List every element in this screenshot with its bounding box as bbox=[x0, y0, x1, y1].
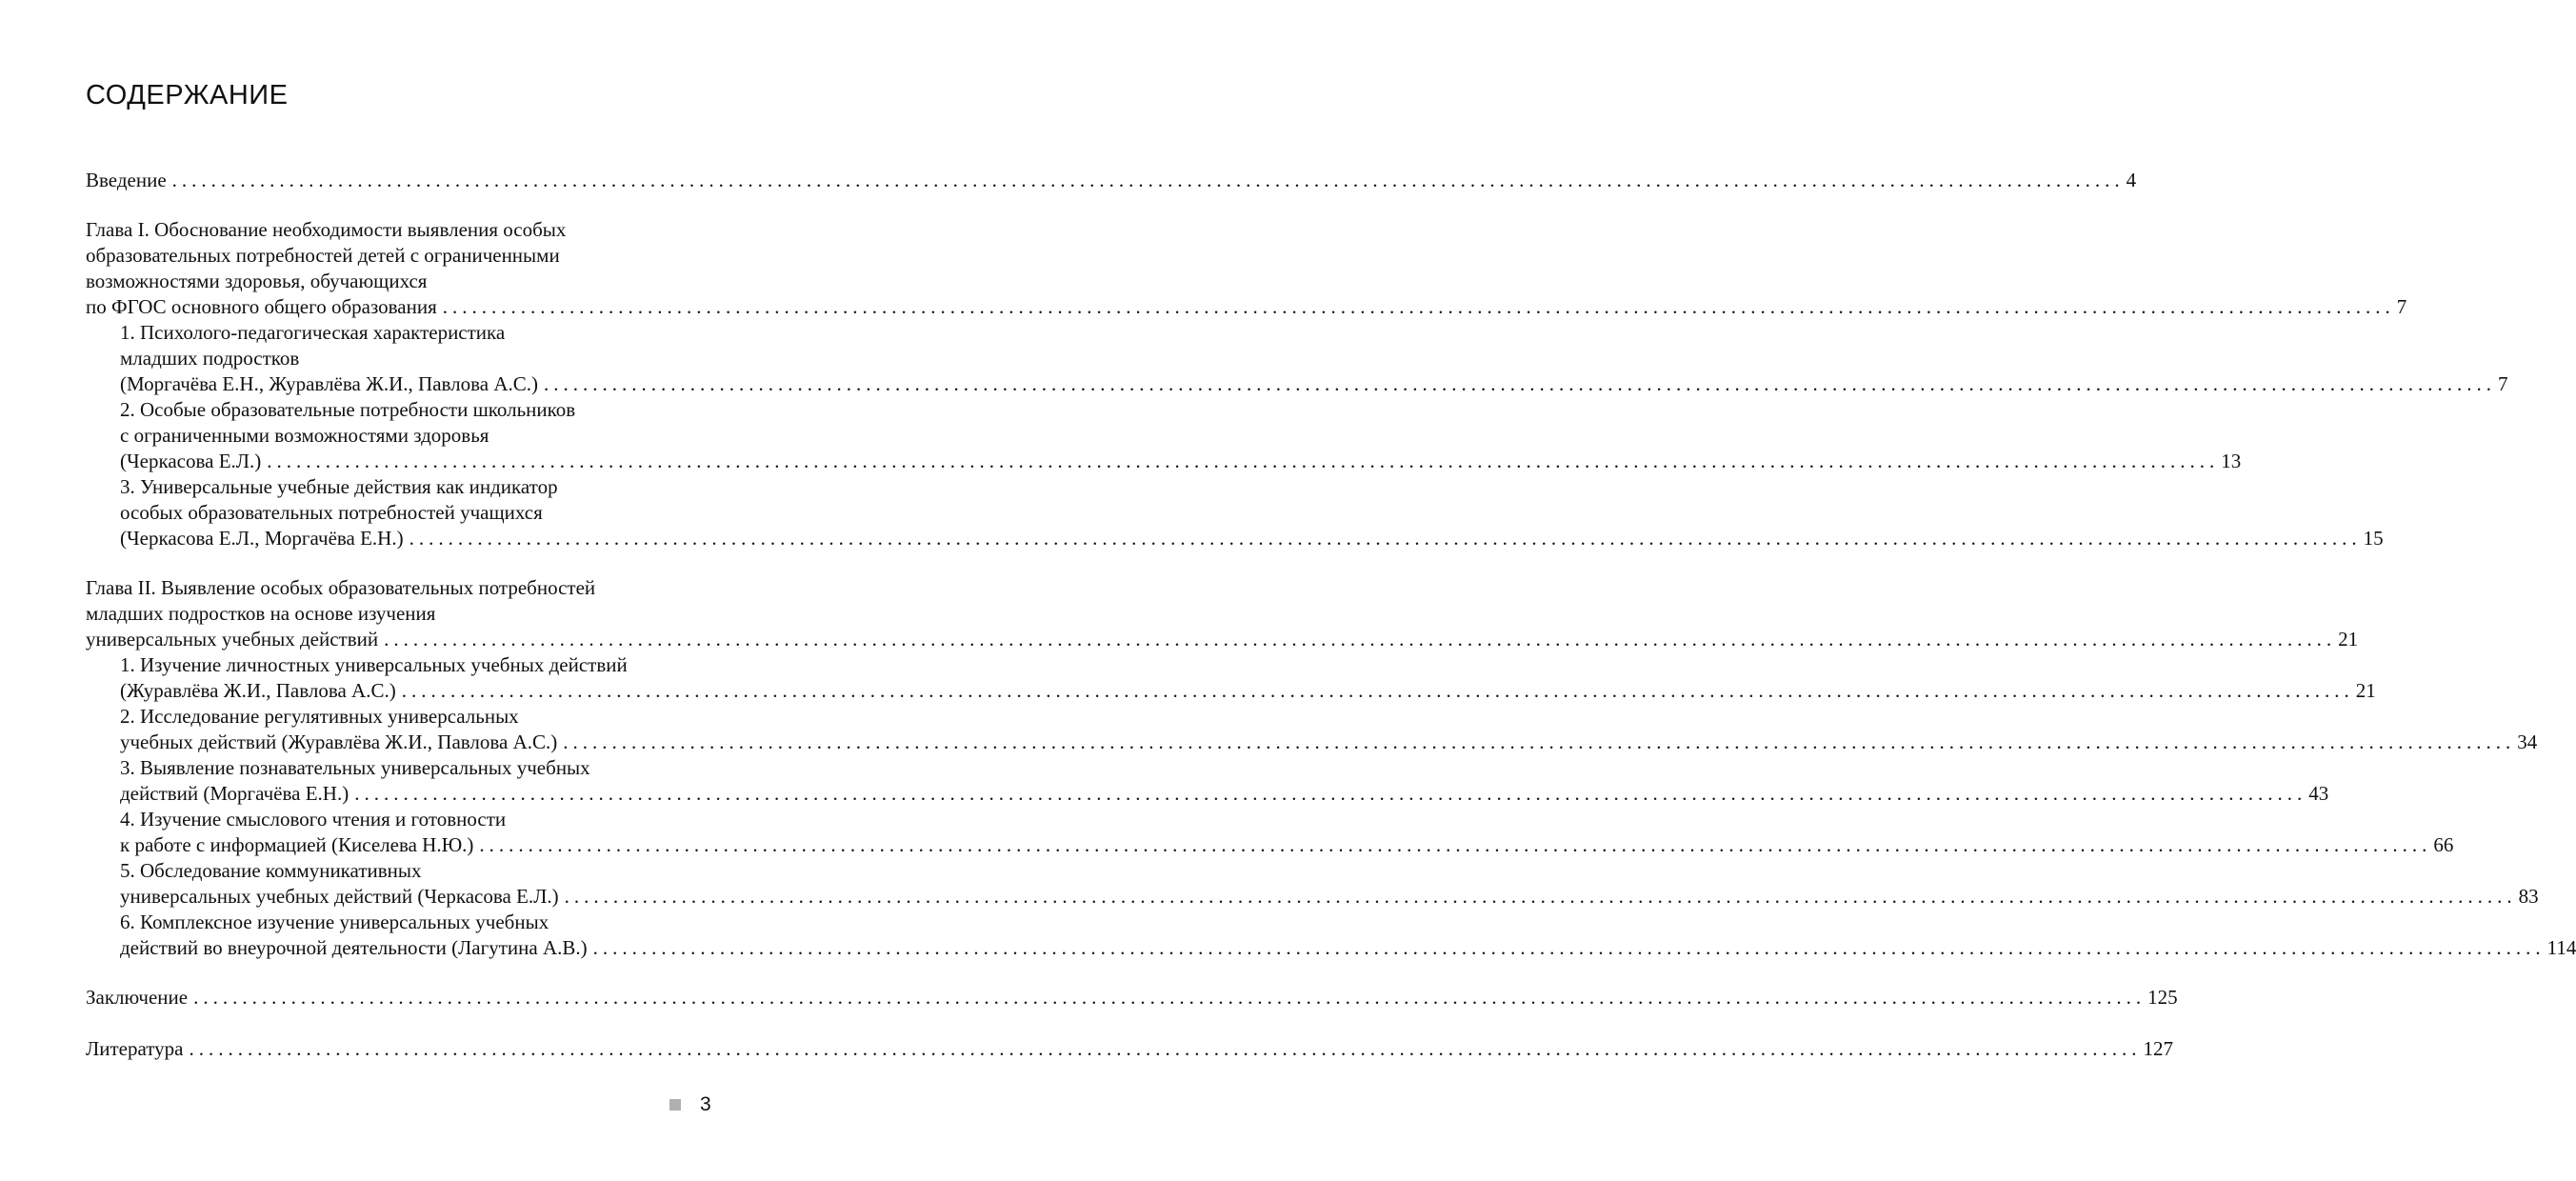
dot-leader: ........................................................................................................................................................................................................ bbox=[592, 936, 2546, 959]
toc-chapter-2[interactable] bbox=[86, 575, 2359, 652]
dot-leader: ........................................................................................................................................................................................................ bbox=[401, 679, 2354, 702]
toc-page-number: 21 bbox=[2355, 679, 2376, 702]
page-footer bbox=[669, 1093, 711, 1116]
toc-entry-text: младших подростков на основе изучения bbox=[86, 602, 436, 625]
dot-leader: ........................................................................................................................................................................................................ bbox=[442, 295, 2395, 318]
toc-page-number: 114 bbox=[2546, 936, 2576, 959]
toc-entry-text: образовательных потребностей детей с ограниченными bbox=[86, 244, 560, 267]
toc-section-2-3[interactable] bbox=[86, 755, 2329, 807]
toc-page-number: 83 bbox=[2518, 885, 2539, 908]
toc-entry-text: возможностями здоровья, обучающихся bbox=[86, 270, 428, 292]
toc-entry-text: 6. Комплексное изучение универсальных учебных bbox=[120, 911, 549, 933]
toc-page-number: 4 bbox=[2126, 169, 2137, 191]
toc-entry-text: 2. Особые образовательные потребности школьников bbox=[120, 398, 576, 421]
toc-entry-text: (Черкасова Е.Л.) bbox=[120, 450, 262, 472]
toc-entry-text: особых образовательных потребностей учащихся bbox=[120, 501, 543, 524]
toc-entry-text: Литература bbox=[86, 1037, 184, 1060]
toc-page-number: 7 bbox=[2498, 372, 2508, 395]
toc-entry-text: действий во внеурочной деятельности (Лагутина А.В.) bbox=[120, 936, 588, 959]
page-number: 3 bbox=[700, 1093, 711, 1115]
toc-entry-conclusion[interactable] bbox=[86, 985, 2178, 1011]
toc-entry-text: к работе с информацией (Киселева Н.Ю.) bbox=[120, 833, 474, 856]
toc-entry-text: универсальных учебных действий (Черкасова Е.Л.) bbox=[120, 885, 559, 908]
dot-leader: ........................................................................................................................................................................................................ bbox=[354, 782, 2307, 805]
toc-entry-text: Глава I. Обоснование необходимости выявления особых bbox=[86, 218, 567, 241]
dot-leader: ........................................................................................................................................................................................................ bbox=[267, 450, 2220, 472]
dot-leader: ........................................................................................................................................................................................................ bbox=[384, 628, 2337, 651]
dot-leader: ........................................................................................................................................................................................................ bbox=[563, 731, 2516, 753]
toc-section-1-1[interactable] bbox=[86, 320, 2508, 397]
toc-entry-text: (Моргачёва Е.Н., Журавлёва Ж.И., Павлова А.С.) bbox=[120, 372, 539, 395]
toc-entry-text: учебных действий (Журавлёва Ж.И., Павлова А.С.) bbox=[120, 731, 558, 753]
toc-entry-text: Введение bbox=[86, 169, 167, 191]
toc-section-2-4[interactable] bbox=[86, 807, 2454, 858]
dot-leader: ........................................................................................................................................................................................................ bbox=[189, 1037, 2142, 1060]
dot-leader: ........................................................................................................................................................................................................ bbox=[479, 833, 2432, 856]
table-of-contents bbox=[86, 168, 2576, 1062]
toc-entry-text: 2. Исследование регулятивных универсальных bbox=[120, 705, 519, 728]
dot-leader: ........................................................................................................................................................................................................ bbox=[409, 527, 2362, 550]
toc-entry-text: Глава II. Выявление особых образовательных потребностей bbox=[86, 576, 596, 599]
toc-entry-text: 4. Изучение смыслового чтения и готовности bbox=[120, 808, 507, 831]
toc-entry-text: младших подростков bbox=[120, 347, 300, 370]
dot-leader: ........................................................................................................................................................................................................ bbox=[193, 986, 2147, 1009]
toc-section-2-1[interactable] bbox=[86, 652, 2376, 704]
toc-page-number: 125 bbox=[2147, 986, 2178, 1009]
toc-section-2-5[interactable] bbox=[86, 858, 2539, 910]
toc-entry-text: действий (Моргачёва Е.Н.) bbox=[120, 782, 349, 805]
toc-page-number: 7 bbox=[2396, 295, 2407, 318]
dot-leader: ........................................................................................................................................................................................................ bbox=[544, 372, 2497, 395]
toc-page-number: 34 bbox=[2517, 731, 2538, 753]
square-marker-icon bbox=[669, 1099, 681, 1111]
toc-entry-text: 1. Психолого-педагогическая характеристика bbox=[120, 321, 506, 344]
toc-page-number: 13 bbox=[2221, 450, 2242, 472]
toc-entry-text: 3. Выявление познавательных универсальных учебных bbox=[120, 756, 590, 779]
toc-section-2-2[interactable] bbox=[86, 704, 2538, 755]
toc-entry-text: универсальных учебных действий bbox=[86, 628, 379, 651]
toc-entry-intro[interactable] bbox=[86, 168, 2137, 193]
toc-page-number: 127 bbox=[2143, 1037, 2173, 1060]
toc-section-1-2[interactable] bbox=[86, 397, 2242, 474]
toc-page-number: 43 bbox=[2308, 782, 2329, 805]
dot-leader: ........................................................................................................................................................................................................ bbox=[171, 169, 2125, 191]
toc-entry-text: Заключение bbox=[86, 986, 189, 1009]
dot-leader: ........................................................................................................................................................................................................ bbox=[564, 885, 2517, 908]
toc-section-2-6[interactable] bbox=[86, 910, 2576, 961]
toc-section-1-3[interactable] bbox=[86, 474, 2384, 551]
toc-entry-text: с ограниченными возможностями здоровья bbox=[120, 424, 489, 447]
toc-entry-text: 5. Обследование коммуникативных bbox=[120, 859, 422, 882]
page-title: СОДЕРЖАНИЕ bbox=[86, 80, 289, 110]
toc-entry-text: 3. Универсальные учебные действия как индикатор bbox=[120, 475, 558, 498]
toc-entry-text: по ФГОС основного общего образования bbox=[86, 295, 437, 318]
toc-page-number: 21 bbox=[2338, 628, 2359, 651]
toc-entry-literature[interactable] bbox=[86, 1036, 2173, 1062]
toc-entry-text: (Журавлёва Ж.И., Павлова А.С.) bbox=[120, 679, 396, 702]
toc-chapter-1[interactable] bbox=[86, 217, 2407, 320]
toc-page-number: 15 bbox=[2363, 527, 2384, 550]
toc-entry-text: 1. Изучение личностных универсальных учебных действий bbox=[120, 653, 628, 676]
toc-page-number: 66 bbox=[2433, 833, 2454, 856]
toc-entry-text: (Черкасова Е.Л., Моргачёва Е.Н.) bbox=[120, 527, 404, 550]
